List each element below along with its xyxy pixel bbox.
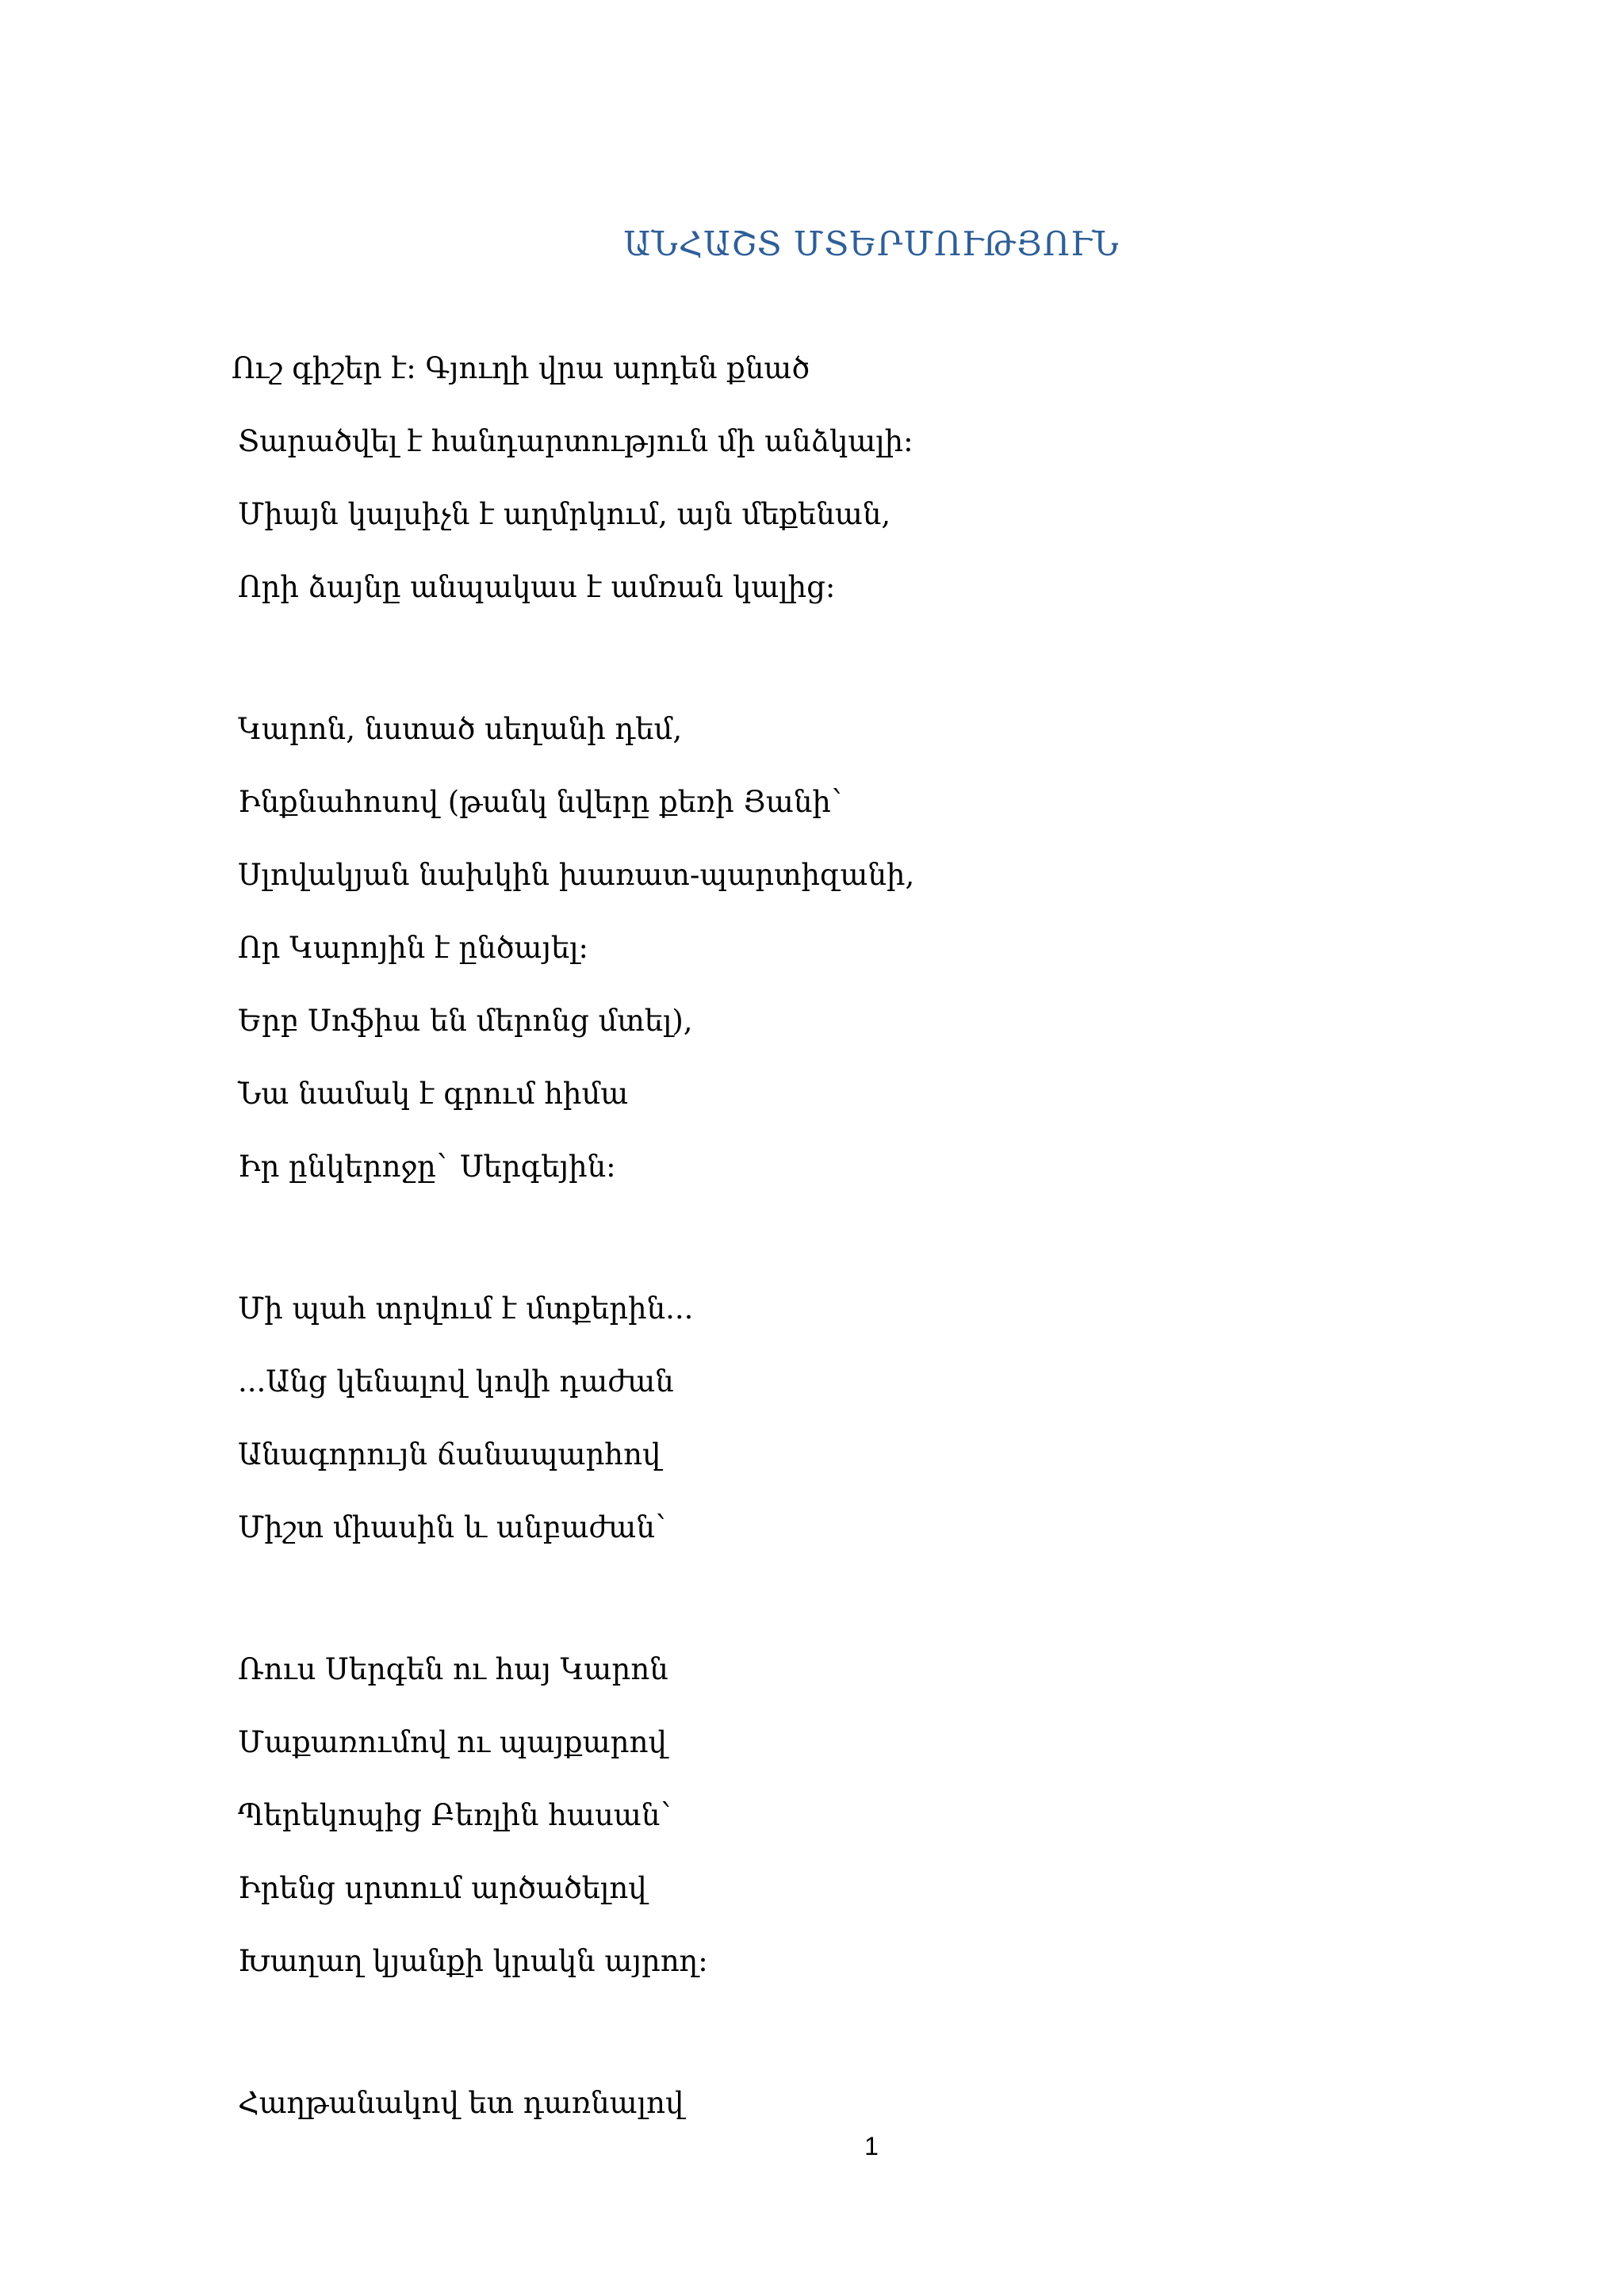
- poem-line: Կարոն, նստած սեղանի դեմ,: [238, 712, 683, 746]
- poem-line: Երբ Սոֆիա են մերոնց մտել),: [238, 1004, 693, 1038]
- poem-line: Նա նամակ է գրում հիմա: [238, 1077, 629, 1111]
- poem-line: Իրենց սրտում արծածելով: [238, 1871, 647, 1905]
- poem-line: Որ Կարոյին է ընծայել:: [238, 931, 588, 965]
- stanza: [238, 1281, 1427, 1573]
- page-title: ԱՆՀԱՇՏ ՄՏԵՐՄՈՒԹՅՈՒՆ: [623, 224, 1120, 263]
- poem-line: Ռուս Սերգեն ու հայ Կարոն: [238, 1652, 668, 1686]
- stanza-gap: [238, 2007, 1427, 2076]
- poem-line: Մաքառումով ու պայքարով: [238, 1725, 667, 1759]
- stanza: [232, 341, 1427, 633]
- stanza-gap: [238, 1573, 1427, 1642]
- poem-line: Մի պահ տրվում է մտքերին...: [238, 1292, 694, 1326]
- poem-line: Միշտ միասին և անբաժան`: [238, 1510, 670, 1544]
- stanza-gap: [238, 633, 1427, 702]
- poem-line: Խաղաղ կյանքի կրակն այրող:: [238, 1944, 708, 1978]
- poem-line: Հաղթանակով ետ դառնալով: [238, 2086, 684, 2120]
- stanza: [238, 1642, 1427, 2007]
- poem-line: ...Անց կենալով կովի դաժան: [238, 1364, 674, 1399]
- poem-line: Պերեկոպից Բեռլին հասան`: [238, 1798, 675, 1832]
- poem-line: Անագորույն ճանապարհով: [238, 1437, 661, 1471]
- poem-line: Սլովակյան նախկին խառատ-պարտիզանի,: [238, 858, 915, 892]
- poem-line: Ինքնահոսով (թանկ նվերը քեռի Յանի`: [238, 785, 846, 819]
- stanza: [238, 702, 1427, 1212]
- poem-body: [232, 341, 1427, 2149]
- page-number: 1: [864, 2132, 879, 2160]
- stanza-gap: [238, 1212, 1427, 1281]
- poem-line: Տարածվել է հանդարտություն մի անձկալի:: [238, 424, 914, 458]
- poem-line: Ուշ գիշեր է: Գյուղի վրա արդեն քնած: [232, 351, 810, 385]
- poem-line: Իր ընկերոջը` Սերգեյին:: [238, 1150, 616, 1184]
- poem-line: Միայն կալսիչն է աղմրկում, այն մեքենան,: [238, 497, 891, 531]
- poem-line: Որի ձայնը անպակաս է ամռան կալից:: [238, 570, 836, 604]
